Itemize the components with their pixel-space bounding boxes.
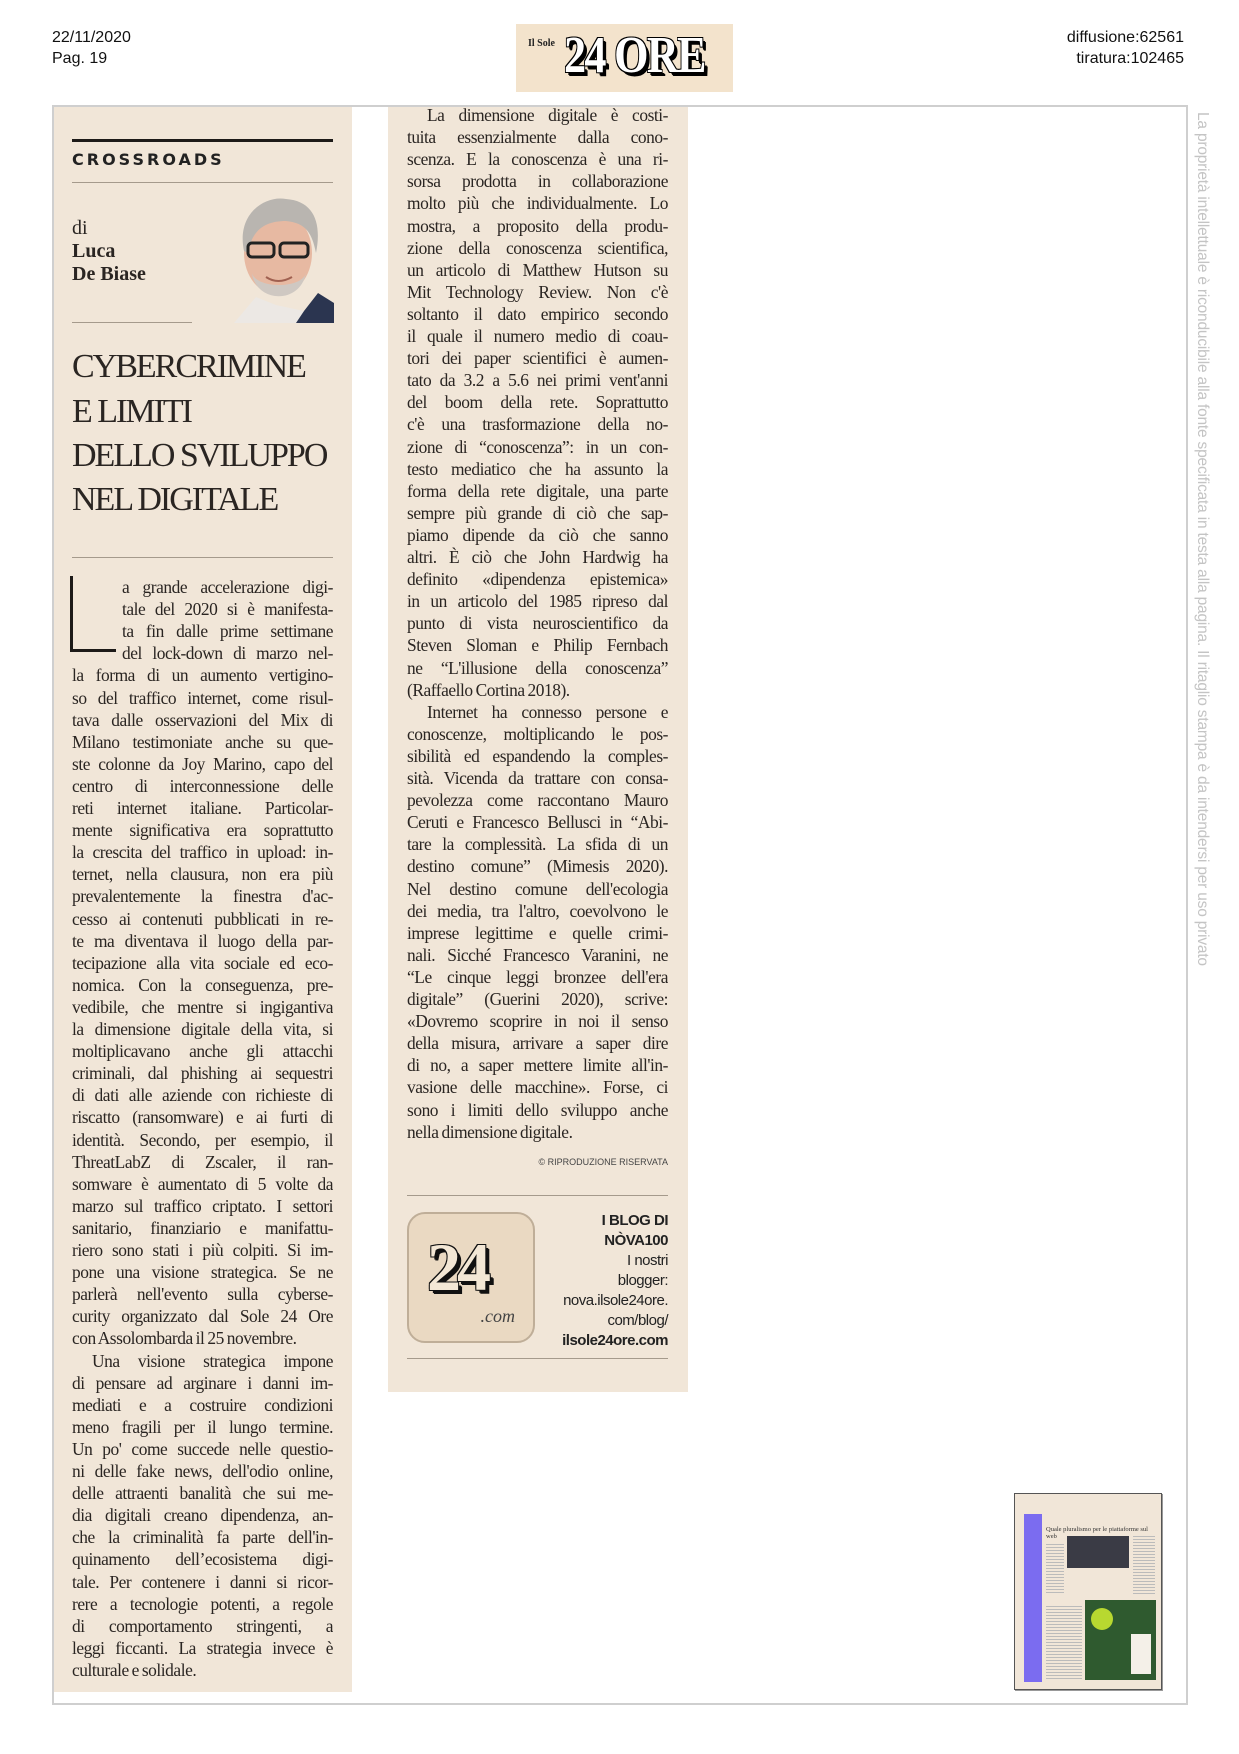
text-line: cesso ai contenuti pubblicati in re-	[72, 908, 333, 929]
thumb-advert	[1085, 1600, 1156, 1680]
text-line: moltiplicavano anche gli attacchi	[72, 1041, 333, 1062]
text-line: criminali, dal phishing ai sequestri	[72, 1063, 333, 1084]
blog-text: I nostri	[626, 1252, 668, 1269]
section-top-rule	[72, 139, 333, 142]
text-line: Internet ha connesso persone e	[427, 701, 668, 722]
text-line: ne “L'illusione della conoscenza”	[407, 657, 668, 678]
section-label: CROSSROADS	[72, 150, 225, 169]
text-line: tato da 3.2 a 5.6 nei primi vent'anni	[407, 370, 668, 391]
thumb-headline: Quale pluralismo per le piattaforme sul web	[1046, 1526, 1148, 1540]
text-line: soltanto il dato empirico secondo	[407, 303, 668, 324]
text-line: di no, a saper mettere limite all'in-	[407, 1055, 668, 1076]
text-line: il quale il numero medio di coau-	[407, 326, 668, 346]
thumb-photo	[1067, 1536, 1129, 1568]
copyright-side-notice: La proprietà intellettuale è riconducibile alla fonte specificata in testa alla pagina. Il ritaglio stampa è da intendersi per uso privato	[1194, 112, 1211, 966]
text-line: dia digitali creano dipendenza, an-	[72, 1505, 333, 1526]
text-line: altri. È ciò che John Hardwig ha	[407, 547, 668, 567]
text-line: conoscenze, moltiplicando le pos-	[407, 723, 668, 744]
text-line: Mit Technology Review. Non c'è	[407, 281, 668, 302]
text-line: di pensare ad arginare i danni im-	[72, 1372, 333, 1393]
text-line: nali. Sicché Francesco Varanini, ne	[407, 944, 668, 965]
text-line: la crescita del traffico in upload: in-	[72, 842, 333, 863]
copyright-notice: © RIPRODUZIONE RISERVATA	[538, 1157, 668, 1167]
blog-link[interactable]: nova.ilsole24ore.	[563, 1292, 668, 1309]
text-line: nomica. Con la conseguenza, pre-	[72, 974, 333, 995]
text-line: della misura, arrivare a saper dire	[407, 1033, 668, 1054]
text-line: del boom della rete. Soprattutto	[407, 392, 668, 413]
author-photo	[226, 193, 334, 323]
text-line: pevolezza come raccontano Mauro	[407, 790, 668, 811]
text-line: dei media, tra l'altro, coevolvono le	[407, 900, 668, 921]
article-title-line: E LIMITI	[72, 393, 192, 430]
text-line: Ceruti e Francesco Bellusci in “Abi-	[407, 812, 668, 833]
text-line: mente significativa era soprattutto	[72, 820, 333, 841]
text-line: che la criminalità fa parte dell'in-	[72, 1527, 333, 1548]
text-line: un articolo di Matthew Hutson su	[407, 259, 668, 280]
text-line: destino comune” (Mimesis 2020).	[407, 856, 668, 877]
text-line: Milano testimoniate anche su que-	[72, 731, 333, 752]
text-line: con Assolombarda il 25 novembre.	[72, 1328, 297, 1349]
blog-text: blogger:	[617, 1272, 668, 1289]
text-line: vedibile, che mentre si ingigantiva	[72, 996, 333, 1017]
text-line: tava dalle osservazioni del Mix di	[72, 709, 333, 730]
text-line: nella dimensione digitale.	[407, 1121, 573, 1142]
text-line: tale. Per contenere i danni si ricor-	[72, 1571, 333, 1592]
text-line: tale del 2020 si è manifesta-	[122, 599, 333, 620]
text-line: molto più che individualmente. Lo	[407, 193, 668, 214]
text-line: La dimensione digitale è costi-	[427, 105, 668, 125]
newspaper-logo	[516, 24, 733, 92]
text-line: mostra, a proposito della produ-	[407, 215, 668, 236]
header-page: Pag. 19	[52, 50, 108, 67]
site-link[interactable]: ilsole24ore.com	[562, 1332, 668, 1349]
text-line: del lock-down di marzo nel-	[122, 643, 333, 664]
blog-logo-suffix: .com	[480, 1306, 515, 1326]
text-line: tecipazione alla vita sociale ed eco-	[72, 952, 333, 973]
text-line: rere a tecnologie potenti, a regole	[72, 1593, 333, 1614]
text-line: sempre più grande di ciò che sap-	[407, 502, 668, 523]
text-line: Un po' come succede nelle questio-	[72, 1438, 333, 1459]
byline-rule	[72, 322, 192, 323]
text-line: di dati alle aziende con richieste di	[72, 1085, 333, 1106]
text-line: identità. Secondo, per esempio, il	[72, 1129, 333, 1150]
text-line: zione della conoscenza scientifica,	[407, 237, 668, 258]
text-line: delle attraenti banalità che sui me-	[72, 1483, 333, 1504]
text-line: mediati e a costruire condizioni	[72, 1394, 333, 1415]
header-date: 22/11/2020	[52, 29, 131, 46]
blog-top-rule	[407, 1195, 668, 1196]
blog-heading: I BLOG DI	[601, 1212, 668, 1229]
text-line: tuita essenzialmente dalla cono-	[407, 127, 668, 148]
text-line: testo mediatico che ha assunto la	[407, 458, 668, 479]
text-line: ni delle fake news, dell'odio online,	[72, 1461, 333, 1481]
author-first-name: Luca	[72, 240, 116, 262]
text-line: punto di vista neuroscientifico da	[407, 613, 668, 634]
text-line: tare la complessità. La sfida di un	[407, 834, 668, 855]
text-line: scenza. E la conoscenza è una ri-	[407, 149, 668, 170]
text-line: forma della rete digitale, una parte	[407, 480, 668, 501]
text-line: somware è aumentato di 5 volte da	[72, 1173, 333, 1194]
text-line: Steven Sloman e Philip Fernbach	[407, 635, 668, 656]
drop-cap-L	[70, 576, 116, 652]
text-line: so del traffico internet, come risul-	[72, 687, 333, 708]
blog-24-logo[interactable]	[407, 1212, 535, 1343]
thumb-sidebar	[1024, 1514, 1042, 1682]
author-last-name: De Biase	[72, 263, 146, 285]
article-title-line: NEL DIGITALE	[72, 481, 278, 518]
text-line: imprese legittime e quelle crimi-	[407, 922, 668, 943]
text-line: sono i limiti dello sviluppo anche	[407, 1099, 668, 1120]
text-line: ta fin dalle prime settimane	[122, 621, 333, 642]
text-line: definito «dipendenza epistemica»	[407, 569, 668, 590]
text-line: sorsa prodotta in collaborazione	[407, 171, 668, 192]
text-line: in un articolo del 1985 ripreso dal	[407, 591, 668, 612]
blog-logo-number: 24	[427, 1229, 487, 1305]
text-line: digitale” (Guerini 2020), scrive:	[407, 989, 668, 1009]
text-line: c'è una trasformazione della no-	[407, 414, 668, 435]
text-line: a grande accelerazione digi-	[122, 577, 333, 597]
text-line: marzo sul traffico criptato. I settori	[72, 1195, 333, 1216]
text-line: sanitario, finanziario e manifattu-	[72, 1217, 333, 1238]
article-title-line: DELLO SVILUPPO	[72, 437, 327, 474]
text-line: curity organizzato dal Sole 24 Ore	[72, 1306, 333, 1327]
title-rule	[72, 557, 333, 558]
text-line: vasione delle macchine». Forse, ci	[407, 1077, 668, 1098]
text-line: ternet, nella clausura, non era più	[72, 864, 333, 885]
text-line: prevalentemente la finestra d'ac-	[72, 886, 333, 907]
section-rule	[72, 182, 333, 183]
text-line: ste colonne da Joy Marino, capo del	[72, 753, 333, 774]
text-line: culturale e solidale.	[72, 1659, 197, 1680]
text-line: leggi ficcanti. La strategia invece è	[72, 1637, 333, 1658]
blog-heading: NÒVA100	[604, 1232, 668, 1249]
text-line: riero sono stati i più colpiti. Si im-	[72, 1240, 333, 1260]
header-diffusione: diffusione:62561	[1066, 29, 1184, 46]
text-line: la forma di un aumento vertigino-	[72, 665, 333, 686]
article-title-line: CYBERCRIMINE	[72, 348, 305, 385]
text-line: sità. Vicenda da trattare con consa-	[407, 768, 668, 788]
text-line: ThreatLabZ di Zscaler, il ran-	[72, 1151, 333, 1172]
text-line: quinamento dell’ecosistema digi-	[72, 1549, 333, 1570]
text-line: piamo dipende da ciò che sanno	[407, 524, 668, 545]
text-line: reti internet italiane. Particolar-	[72, 798, 333, 818]
text-line: “Le cinque leggi bronzee dell'era	[407, 966, 668, 987]
text-line: te ma diventava il luogo della par-	[72, 930, 333, 951]
text-line: di comportamento stringenti, a	[72, 1615, 333, 1636]
logo-big-text: 24 ORE	[564, 27, 705, 84]
byline-prefix: di	[72, 217, 88, 239]
text-line: sibilità ed espandendo la comples-	[407, 745, 668, 766]
text-line: pone una visione strategica. Se ne	[72, 1262, 333, 1283]
text-line: riscatto (ransomware) e ai furti di	[72, 1107, 333, 1128]
header-tiratura: tiratura:102465	[1076, 50, 1184, 67]
text-line: (Raffaello Cortina 2018).	[407, 679, 570, 700]
text-line: Una visione strategica impone	[92, 1350, 333, 1371]
logo-small-text: Il Sole	[528, 38, 555, 49]
text-line: parlerà nell'evento sulla cyberse-	[72, 1284, 333, 1305]
text-line: tori dei paper scientifici è aumen-	[407, 348, 668, 369]
text-line: la dimensione digitale della vita, si	[72, 1019, 333, 1039]
blog-bottom-rule	[407, 1358, 668, 1359]
text-line: centro di interconnessione delle	[72, 775, 333, 796]
text-line: zione di “conoscenza”: in un con-	[407, 436, 668, 457]
text-line: Nel destino comune dell'ecologia	[407, 878, 668, 899]
text-line: «Dovremo scoprire in noi il senso	[407, 1011, 668, 1032]
blog-link[interactable]: com/blog/	[607, 1312, 668, 1329]
text-line: meno fragili per il lungo termine.	[72, 1416, 333, 1437]
page-thumbnail[interactable]	[1014, 1493, 1162, 1690]
